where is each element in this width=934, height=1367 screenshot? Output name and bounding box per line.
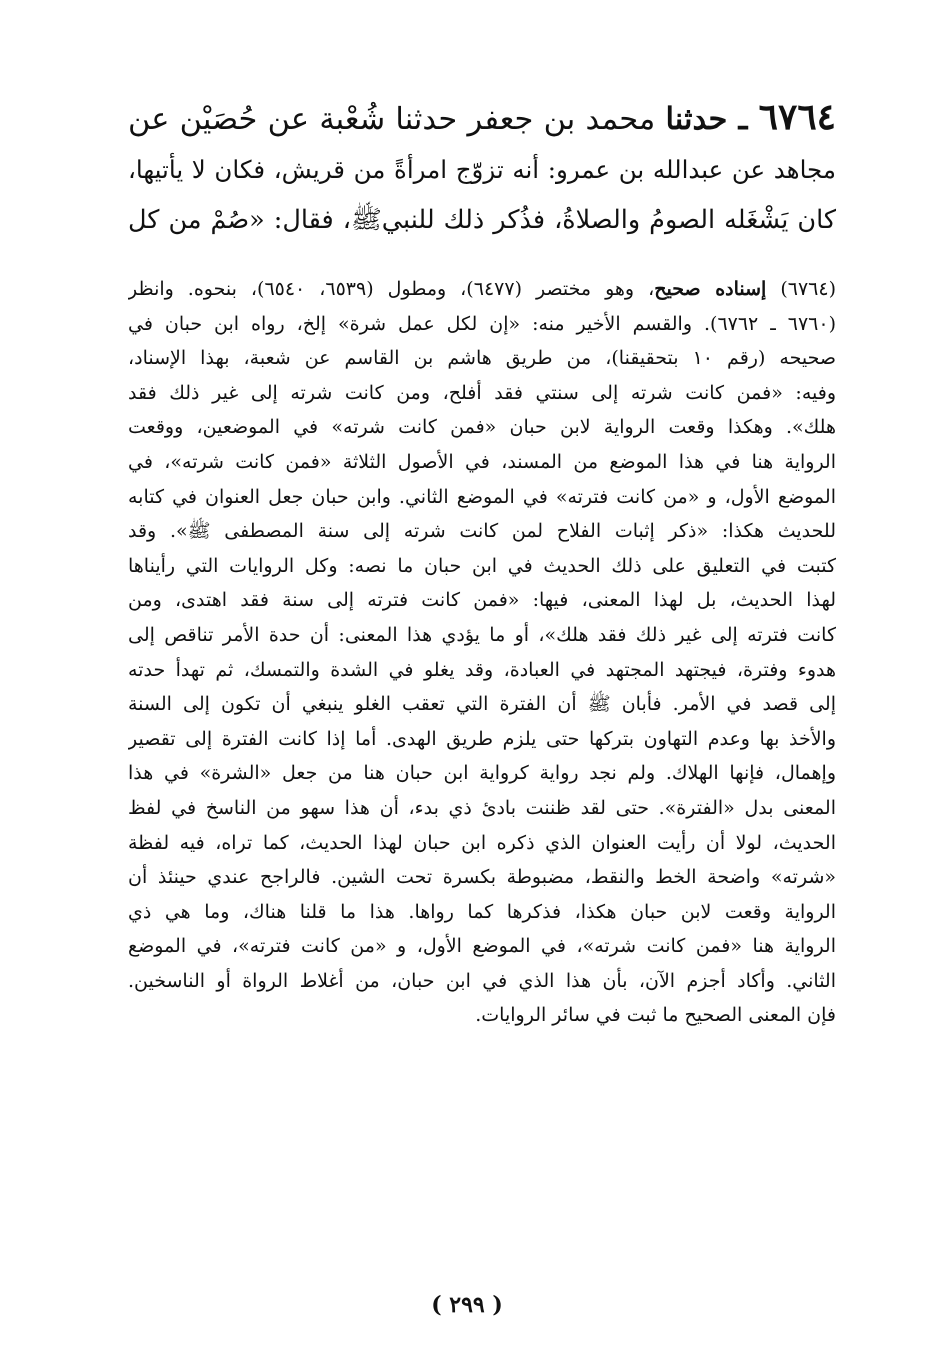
hadith-text [128, 92, 836, 245]
footnote-line: الثاني. وأكاد أجزم الآن، بأن هذا الذي في ابن حبان، من أغلاط الرواة أو الناسخين. [128, 969, 836, 992]
hadith-line-2: مجاهد عن عبدالله بن عمرو: أنه تزوّج امرأةً من قريش، فكان لا يأتيها، [128, 155, 836, 184]
footnote-line: للحديث هكذا: «ذكر إثبات الفلاح لمن كانت شرته إلى سنة المصطفى ﷺ». وقد [128, 520, 836, 543]
footnote-line: هدوء وفترة، فيجتهد المجتهد في العبادة، وقد يغلو في الشدة والتمسك، ثم تهدأ حدته [128, 658, 836, 681]
footnote-line: الرواية هنا «فمن كانت شرته»، في الموضع الأول، و «من كانت فترته»، في الموضع [128, 935, 836, 958]
footnote-line: الحديث، لولا أن رأيت العنوان الذي ذكره ابن حبان لهذا الحديث، كما تراه، فيه لفظة [128, 831, 836, 854]
footnote-line [128, 272, 836, 307]
page-number: ( ٢٩٩ ) [431, 1292, 503, 1318]
footnote-line: الرواية وقعت لابن حبان هكذا، فذكرها كما رواها. هذا ما قلنا هناك، وما هي ذي [128, 900, 836, 923]
footnote-line: كتبت في التعليق على ذلك الحديث في ابن حبان ما نصه: وكل الروايات التي رأيناها [128, 554, 836, 577]
footnote-line: المعنى بدل «الفترة». حتى لقد ظننت بادئ ذي بدء، أن هذا سهو من الناسخ في لفظ [128, 796, 836, 819]
footnote-line: والأخذ بها وعدم التهاون بتركها حتى يلزم طريق الهدى. أما إذا كانت الفترة إلى تقصير [128, 727, 836, 750]
footnote-line: هلك». وهكذا وقعت الرواية لابن حبان «فمن كانت شرته» في الموضعين، ووقعت [128, 416, 836, 439]
footnote-line: فإن المعنى الصحيح ما ثبت في سائر الروايات. [475, 1004, 836, 1027]
footnote-line: وفيه: «فمن كانت شرته إلى سنتي فقد أفلح، ومن كانت شرته إلى غير ذلك فقد [128, 381, 836, 404]
hadith-lead-word: حدثنا [665, 101, 728, 137]
footnote [128, 272, 836, 1033]
hadith-dash: ـ [727, 101, 759, 137]
footnote-line-1-rest: ، وهو مختصر (٦٤٧٧)، ومطول (٦٥٣٩، ٦٥٤٠)، بنحوه. وانظر [128, 278, 655, 300]
footnote-isnad-grade: إسناده صحيح [654, 278, 767, 300]
hadith-line-1-rest: محمد بن جعفر حدثنا شُعْبة عن حُصَيْن عن [128, 102, 666, 137]
footnote-line: (٦٧٦٠ ـ ٦٧٦٢). والقسم الأخير منه: «إن لكل عمل شرة» إلخ، رواه ابن حبان في [128, 312, 836, 335]
footnote-ref: (٦٧٦٤) [766, 278, 836, 300]
footnote-line: الموضع الأول، و «من كانت فترته» في الموضع الثاني. وابن حبان جعل العنوان في كتابه [128, 485, 836, 508]
footnote-line: صحيحه (رقم ١٠ بتحقيقنا)، من طريق هاشم بن القاسم عن شعبة، بهذا الإسناد، [128, 347, 836, 370]
footnote-line: الرواية هنا في هذا الموضع من المسند، في الأصول الثلاثة «فمن كانت شرته»، في [128, 450, 836, 473]
footnote-line: لهذا الحديث، بل لهذا المعنى، فيها: «فمن كانت فترته إلى سنة فقد اهتدى، ومن [128, 589, 836, 612]
hadith-line-1 [128, 92, 836, 145]
footnote-line: إلى قصد في الأمر. فأبان ﷺ أن الفترة التي تعقب الغلو ينبغي أن تكون إلى السنة [128, 693, 836, 716]
footnote-line: وإهمال، فإنها الهلاك. ولم نجد رواية كرواية ابن حبان هنا من جعل «الشرة» في هذا [128, 762, 836, 785]
hadith-line-3: كان يَشْغَله الصومُ والصلاةُ، فذُكر ذلك للنبيﷺ، فقال: «صُمْ من كل [128, 205, 836, 235]
footnote-line: كانت فترته إلى غير ذلك فقد هلك»، أو ما يؤدي هذا المعنى: أن حدة الأمر تناقص إلى [128, 623, 836, 646]
hadith-number: ٦٧٦٤ [758, 96, 836, 138]
footnote-line: «شرته» واضحة الخط والنقط، مضبوطة بكسرة تحت الشين. فالراجح عندي حينئذ أن [128, 866, 836, 889]
